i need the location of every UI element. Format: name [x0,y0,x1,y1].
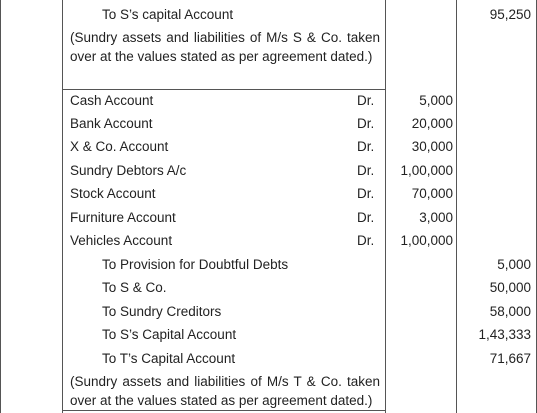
particulars: Vehicles Account [70,233,173,248]
particulars: Sundry Debtors A/c [70,163,187,178]
particulars: Stock Account [70,186,156,201]
dr-marker: Dr. [357,116,375,131]
debit-amount: 30,000 [411,139,453,154]
debit-amount: 70,000 [411,186,453,201]
particulars: X & Co. Account [70,139,169,154]
particulars: To S & Co. [102,280,167,295]
entry-divider-bottom [62,410,386,411]
journal-row [0,323,537,346]
journal-row [0,253,537,276]
credit-amount: 71,667 [489,351,531,366]
particulars: To S’s capital Account [102,7,234,22]
journal-row [0,135,537,158]
narration: (Sundry assets and liabilities of M/s T & Co. taken over at the values stated as per agreement dated.) [70,374,380,408]
dr-marker: Dr. [357,210,375,225]
credit-amount: 95,250 [489,7,531,22]
particulars: Bank Account [70,116,153,131]
particulars: To Sundry Creditors [102,304,222,319]
journal-row [0,300,537,323]
journal-row [0,112,537,135]
journal-row [0,347,537,370]
debit-amount: 3,000 [419,210,453,225]
dr-marker: Dr. [357,93,375,108]
particulars: To T’s Capital Account [102,351,236,366]
journal-row [0,159,537,182]
particulars: Furniture Account [70,210,176,225]
journal-row [0,206,537,229]
particulars: To Provision for Doubtful Debts [102,257,289,272]
debit-amount: 5,000 [419,93,453,108]
credit-amount: 50,000 [489,280,531,295]
credit-amount: 58,000 [489,304,531,319]
journal-row [0,229,537,252]
particulars: To S’s Capital Account [102,327,237,342]
narration: (Sundry assets and liabilities of M/s S & Co. taken over at the values stated as per agreement dated.) [70,30,380,64]
debit-amount: 20,000 [411,116,453,131]
credit-amount: 1,43,333 [478,327,531,342]
particulars: Cash Account [70,93,154,108]
debit-amount: 1,00,000 [400,233,453,248]
dr-marker: Dr. [357,163,375,178]
credit-amount: 5,000 [497,257,531,272]
journal-row [0,276,537,299]
dr-marker: Dr. [357,139,375,154]
dr-marker: Dr. [357,233,375,248]
journal-row [0,3,537,26]
journal-row [0,89,537,112]
dr-marker: Dr. [357,186,375,201]
journal-row [0,182,537,205]
debit-amount: 1,00,000 [400,163,453,178]
